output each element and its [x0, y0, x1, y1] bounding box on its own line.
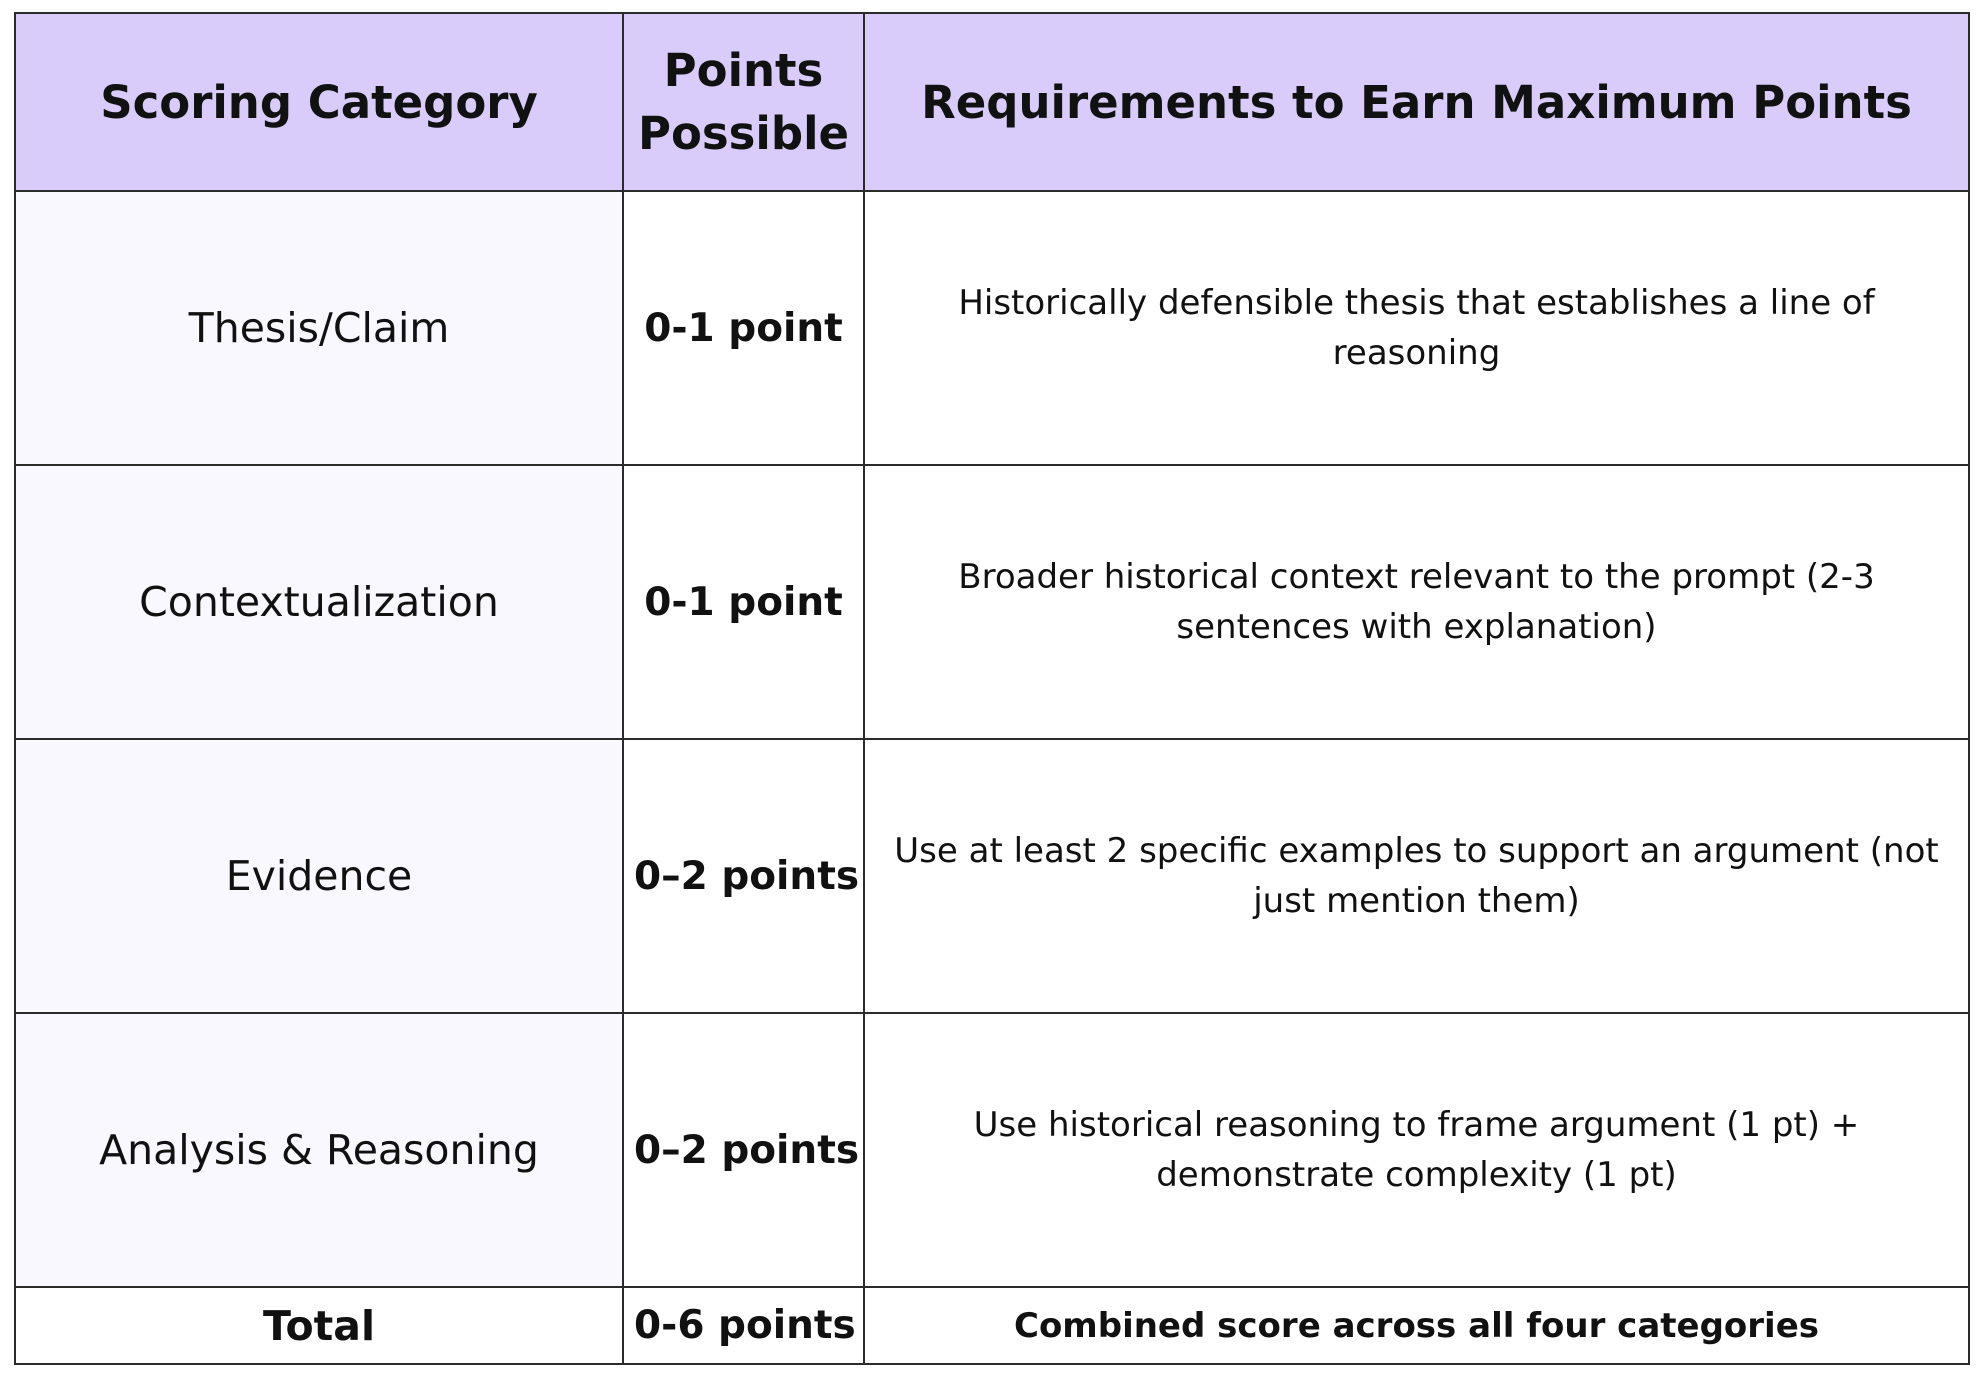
- points-cell: 0-1 point: [623, 465, 864, 739]
- total-requirements-cell: Combined score across all four categories: [864, 1287, 1969, 1364]
- total-label-cell: Total: [15, 1287, 623, 1364]
- header-requirements: Requirements to Earn Maximum Points: [864, 13, 1969, 191]
- category-cell: Evidence: [15, 739, 623, 1013]
- total-row: [15, 1287, 1969, 1364]
- table-row: [15, 465, 1969, 739]
- requirements-cell: Use at least 2 specific examples to support an argument (not just mention them): [864, 739, 1969, 1013]
- table-row: [15, 191, 1969, 465]
- table-row: [15, 1013, 1969, 1287]
- requirements-cell: Historically defensible thesis that establishes a line of reasoning: [864, 191, 1969, 465]
- header-scoring-category: Scoring Category: [15, 13, 623, 191]
- requirements-cell: Broader historical context relevant to the prompt (2-3 sentences with explanation): [864, 465, 1969, 739]
- points-cell: 0–2 points: [623, 739, 864, 1013]
- header-points-possible: Points Possible: [623, 13, 864, 191]
- rubric-table-container: [14, 12, 1970, 1365]
- total-points-cell: 0-6 points: [623, 1287, 864, 1364]
- points-cell: 0-1 point: [623, 191, 864, 465]
- scoring-rubric-table: [14, 12, 1970, 1365]
- category-cell: Thesis/Claim: [15, 191, 623, 465]
- category-cell: Analysis & Reasoning: [15, 1013, 623, 1287]
- table-header-row: [15, 13, 1969, 191]
- table-row: [15, 739, 1969, 1013]
- points-cell: 0–2 points: [623, 1013, 864, 1287]
- requirements-cell: Use historical reasoning to frame argument (1 pt) + demonstrate complexity (1 pt): [864, 1013, 1969, 1287]
- category-cell: Contextualization: [15, 465, 623, 739]
